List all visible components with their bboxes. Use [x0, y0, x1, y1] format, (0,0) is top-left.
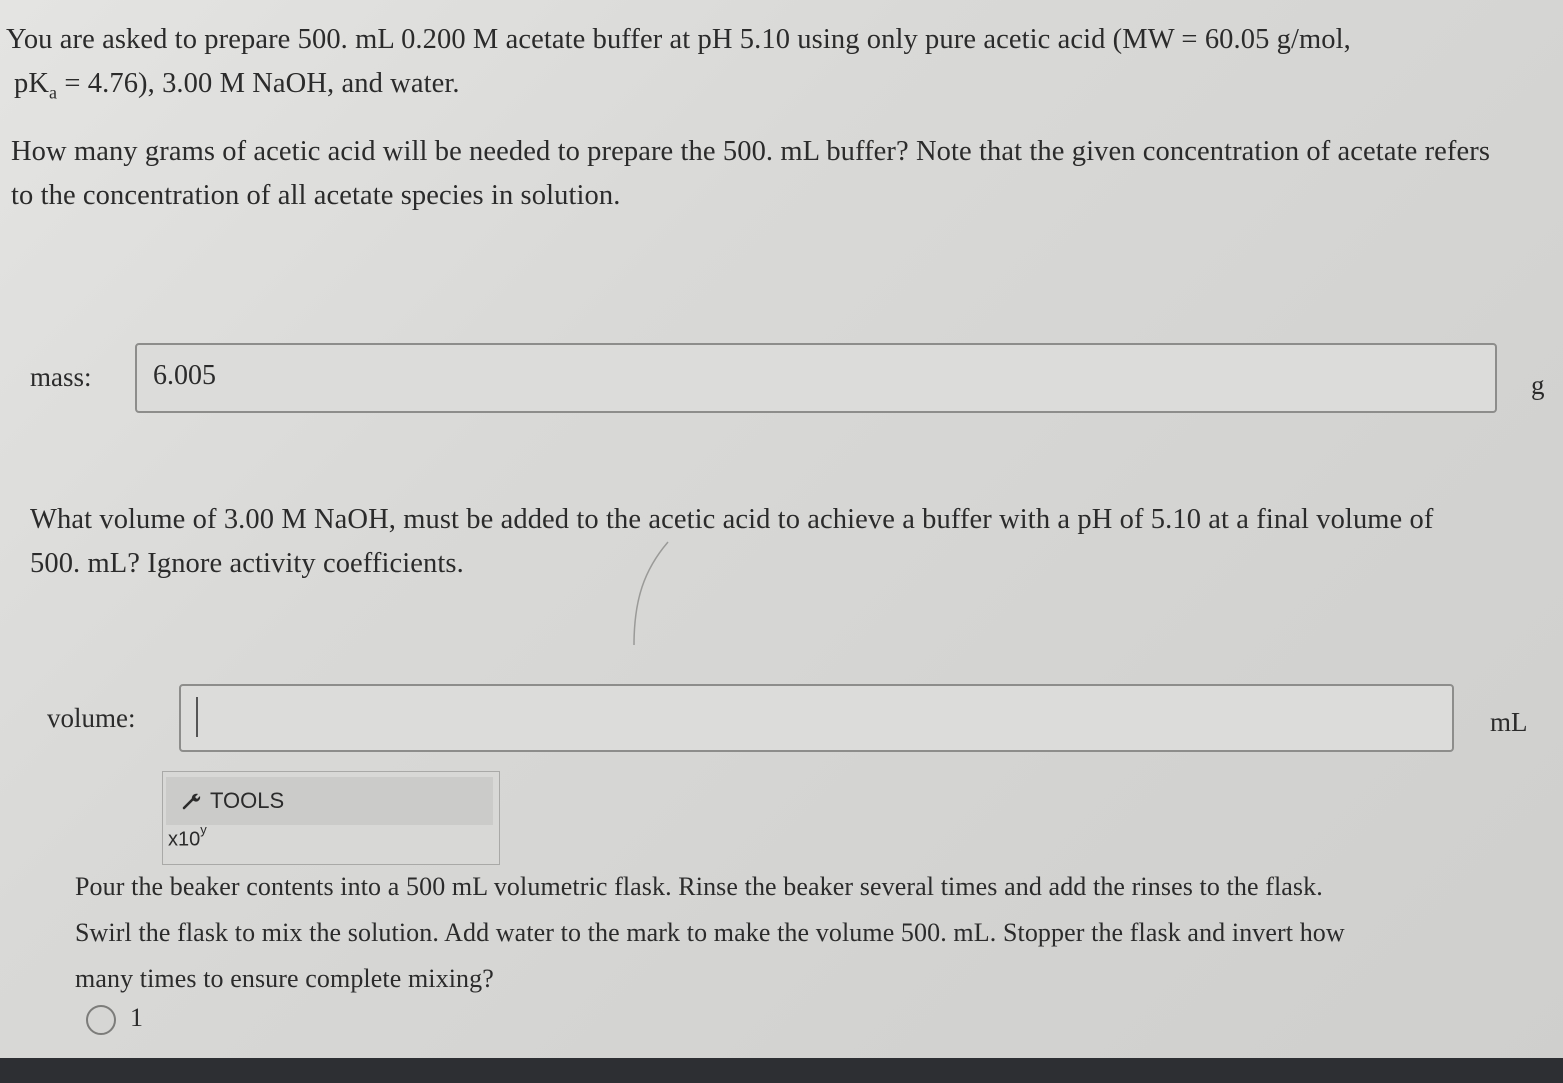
- volume-label: volume:: [47, 703, 136, 733]
- question-part1: [11, 130, 1563, 218]
- screen-smudge-mark: [632, 540, 682, 650]
- volume-unit: mL: [1490, 707, 1528, 737]
- question-part3: [75, 864, 1505, 1002]
- question-intro: [6, 18, 1556, 115]
- question-part3-line1: Pour the beaker contents into a 500 mL volumetric flask. Rinse the beaker several times and add the rinses to the flask.: [75, 872, 1323, 901]
- tools-label: TOOLS: [210, 788, 285, 813]
- question-part3-line2: Swirl the flask to mix the solution. Add water to the mark to make the volume 500. mL. Stopper the flask and invert how: [75, 918, 1345, 947]
- question-intro-line2: [6, 62, 1556, 115]
- question-intro-line1: You are asked to prepare 500. mL 0.200 M acetate buffer at pH 5.10 using only pure acetic acid (MW = 60.05 g/mol,: [6, 24, 1351, 55]
- text-cursor: [196, 697, 198, 737]
- option-radio-1[interactable]: [86, 1005, 116, 1035]
- x10-exponent: y: [200, 822, 207, 837]
- mass-unit: g: [1531, 370, 1545, 400]
- question-part3-line3: many times to ensure complete mixing?: [75, 964, 494, 993]
- x10-base: x10: [168, 828, 201, 851]
- option-label-1: 1: [130, 1003, 143, 1032]
- mass-label: mass:: [30, 362, 92, 392]
- question-part2-line1: What volume of 3.00 M NaOH, must be added to the acetic acid to achieve a buffer with a pH of 5.10 at a final volume of: [30, 504, 1434, 535]
- scientific-notation-button[interactable]: [168, 822, 207, 852]
- mass-input-box[interactable]: [135, 343, 1497, 413]
- screen-bottom-bezel: [0, 1058, 1563, 1083]
- pka-value: = 4.76), 3.00 M NaOH, and water.: [57, 68, 460, 99]
- tools-button[interactable]: [166, 777, 493, 825]
- question-part1-line1: How many grams of acetic acid will be needed to prepare the 500. mL buffer? Note that the given concentration of acetate refers: [11, 136, 1491, 167]
- volume-input-box[interactable]: [179, 684, 1454, 752]
- question-part1-line2: to the concentration of all acetate species in solution.: [11, 180, 621, 211]
- pka-symbol: pK: [14, 68, 50, 99]
- volume-input[interactable]: [181, 686, 1452, 750]
- mass-input[interactable]: [137, 345, 1495, 407]
- wrench-icon: [182, 792, 204, 810]
- question-part2-line2: 500. mL? Ignore activity coefficients.: [30, 548, 464, 579]
- pka-subscript: a: [49, 82, 58, 103]
- question-part2: [30, 498, 1530, 586]
